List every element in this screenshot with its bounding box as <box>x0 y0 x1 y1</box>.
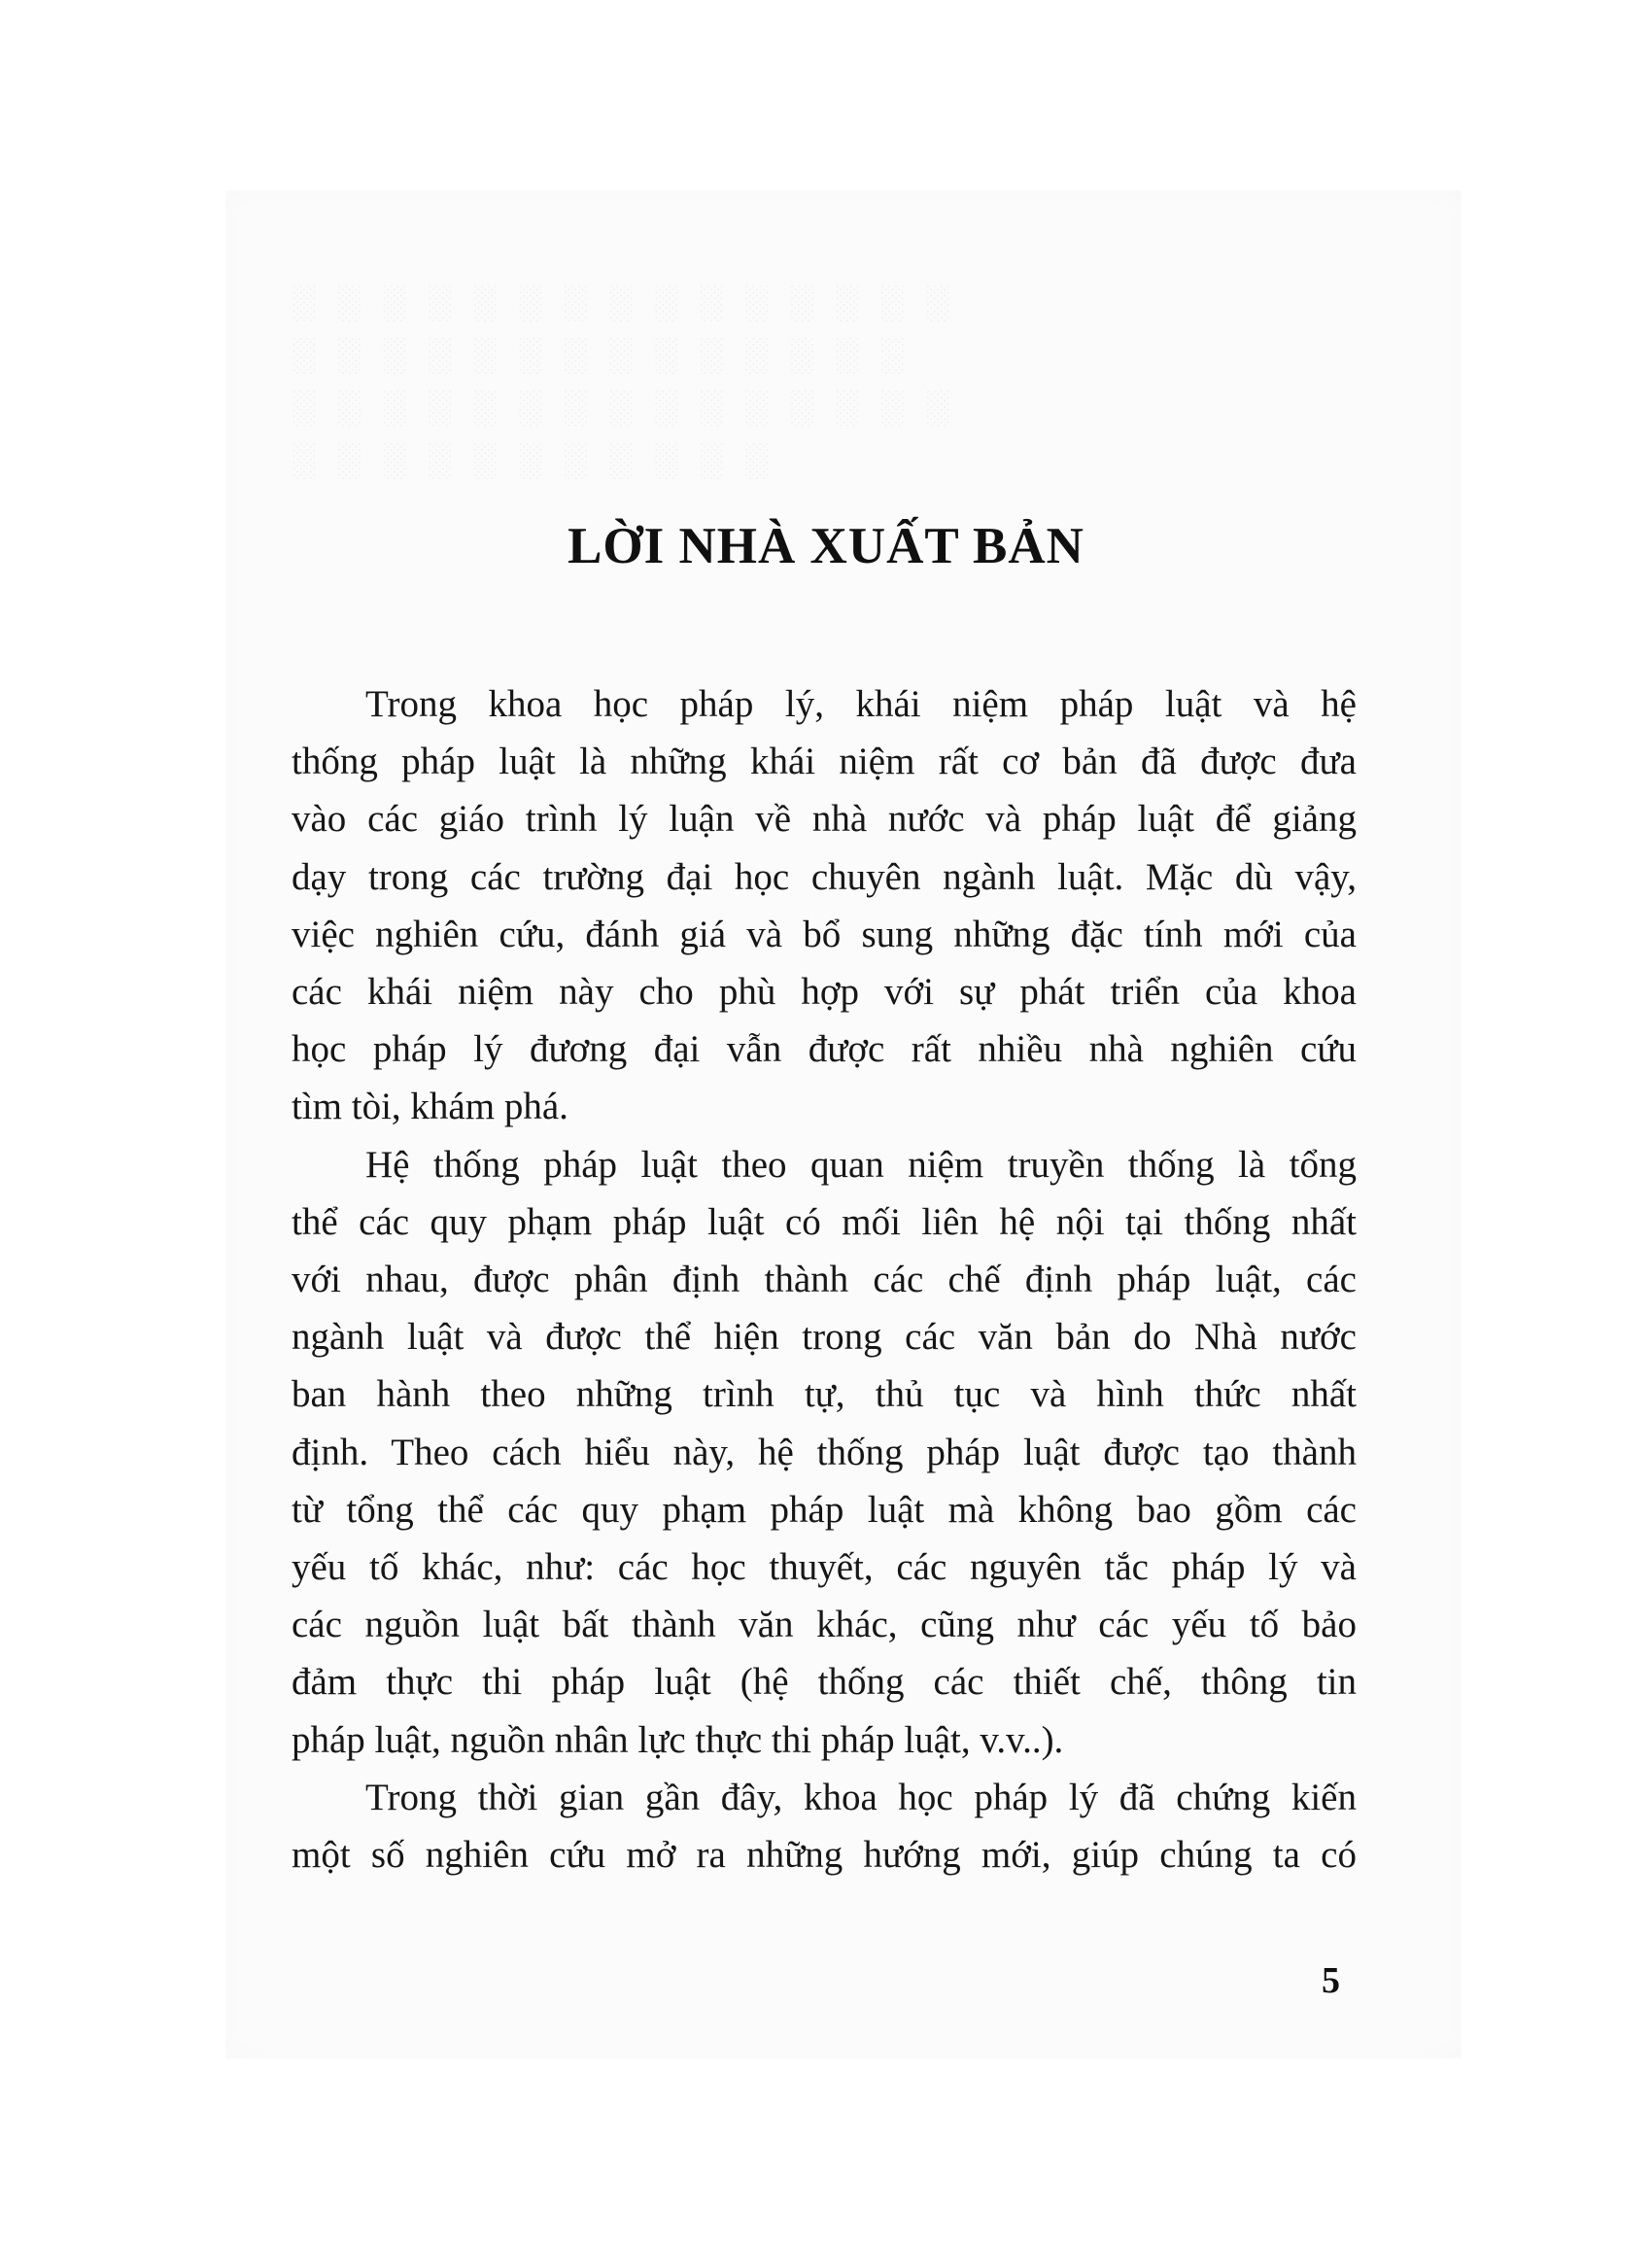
paragraph-1-line-8: tìm tòi, khám phá. <box>292 1086 568 1128</box>
paragraph-1-line-4: dạy trong các trường đại học chuyên ngành luật. Mặc dù vậy, <box>292 855 1357 898</box>
paragraph-1-line-3: vào các giáo trình lý luận về nhà nước và pháp luật để giảng <box>292 798 1357 841</box>
paragraph-2-line-9: các nguồn luật bất thành văn khác, cũng như các yếu tố bảo <box>292 1604 1357 1646</box>
paragraph-3-line-2: một số nghiên cứu mở ra những hướng mới, giúp chúng ta có <box>292 1834 1357 1877</box>
paragraph-1-line-7: học pháp lý đương đại vẫn được rất nhiều nhà nghiên cứu <box>292 1028 1357 1071</box>
faint-show-through-area: ░ ░ ░ ░ ░ ░ ░ ░ ░ ░ ░ ░ ░ ░ ░ ░ ░ ░ ░ ░ ░ ░ ░ ░ ░ ░ ░ ░ ░ ░ ░ ░ ░ ░ ░ ░ ░ ░ ░ ░ ░ ░ ░ ░ ░ ░ ░ ░ ░ ░ ░ ░ ░ ░ ░ <box>292 285 956 478</box>
paragraph-2-line-7: từ tổng thể các quy phạm pháp luật mà không bao gồm các <box>292 1488 1357 1531</box>
page-title: LỜI NHÀ XUẤT BẢN <box>568 518 1084 574</box>
paragraph-1-line-5: việc nghiên cứu, đánh giá và bổ sung những đặc tính mới của <box>292 913 1357 955</box>
document-body <box>292 675 1357 1883</box>
paragraph-2-line-6: định. Theo cách hiểu này, hệ thống pháp luật được tạo thành <box>292 1431 1357 1473</box>
paragraph-2-line-11: pháp luật, nguồn nhân lực thực thi pháp luật, v.v..). <box>292 1718 1064 1761</box>
paragraph-1-line-6: các khái niệm này cho phù hợp với sự phát triển của khoa <box>292 971 1357 1014</box>
paragraph-2-line-10: đảm thực thi pháp luật (hệ thống các thiết chế, thông tin <box>292 1661 1357 1704</box>
page-number: 5 <box>1322 1960 1340 2001</box>
paragraph-3-line-1: Trong thời gian gần đây, khoa học pháp lý đã chứng kiến <box>365 1776 1357 1818</box>
paragraph-2-line-5: ban hành theo những trình tự, thủ tục và hình thức nhất <box>292 1373 1357 1416</box>
paragraph-1-line-1: Trong khoa học pháp lý, khái niệm pháp luật và hệ <box>365 683 1357 725</box>
paragraph-1-line-2: thống pháp luật là những khái niệm rất cơ bản đã được đưa <box>292 741 1357 783</box>
paragraph-2-line-8: yếu tố khác, như: các học thuyết, các nguyên tắc pháp lý và <box>292 1546 1357 1589</box>
paragraph-2-line-1: Hệ thống pháp luật theo quan niệm truyền thống là tổng <box>365 1143 1357 1186</box>
paragraph-2-line-4: ngành luật và được thể hiện trong các văn bản do Nhà nước <box>292 1316 1357 1359</box>
paragraph-2-line-2: thể các quy phạm pháp luật có mối liên hệ nội tại thống nhất <box>292 1200 1357 1243</box>
paragraph-2-line-3: với nhau, được phân định thành các chế định pháp luật, các <box>292 1259 1357 1301</box>
